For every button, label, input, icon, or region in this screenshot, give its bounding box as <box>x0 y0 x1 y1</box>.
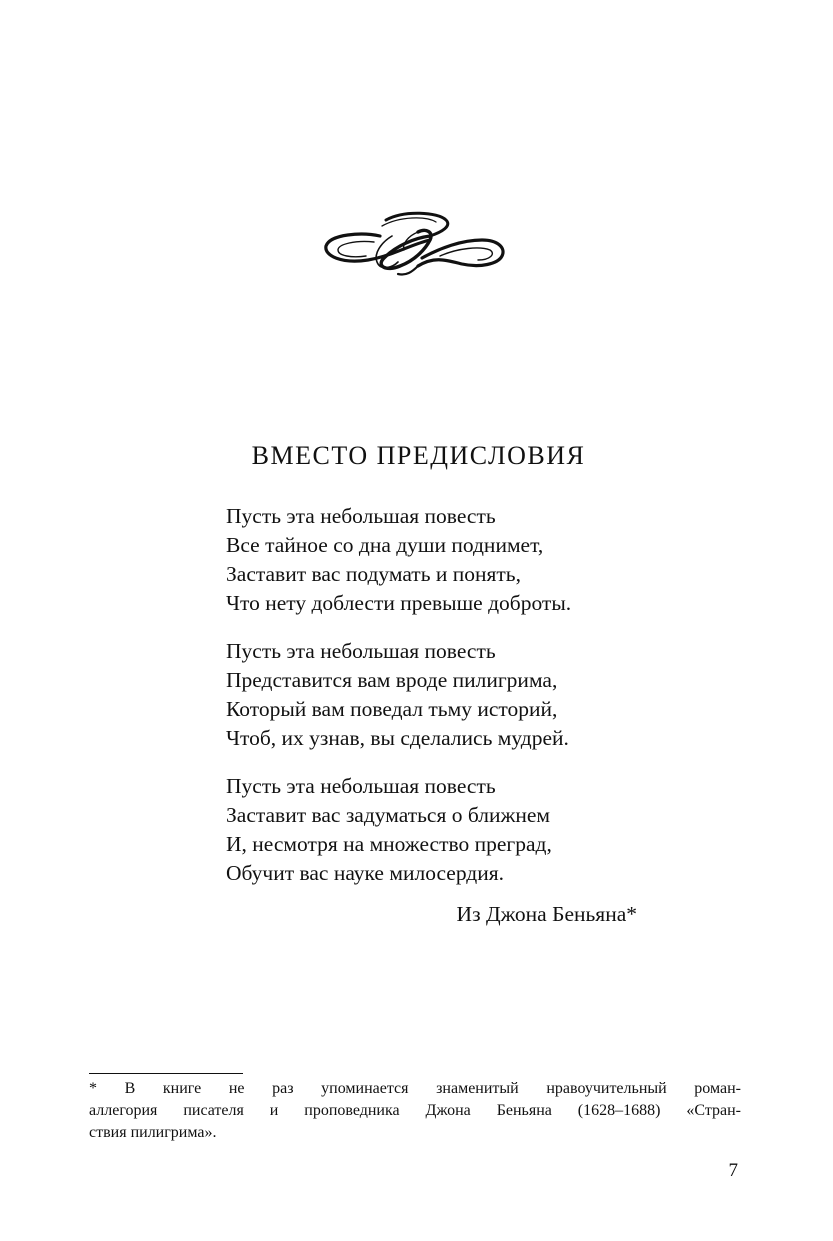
poem-line: Все тайное со дна души поднимет, <box>226 533 544 557</box>
poem-stanza-3 <box>226 772 552 888</box>
poem-line: Чтоб, их узнав, вы сделались мудрей. <box>226 726 569 750</box>
poem-line: Пусть эта небольшая повесть <box>226 504 496 528</box>
poem-line: Пусть эта небольшая повесть <box>226 639 496 663</box>
poem-stanza-2 <box>226 637 569 753</box>
poem-line: Пусть эта небольшая повесть <box>226 774 496 798</box>
footnote <box>89 1078 741 1144</box>
footnote-line: * В книге не раз упоминается знаменитый нравоучительный роман- <box>89 1080 741 1097</box>
poem-line: Обучит вас науке милосердия. <box>226 861 504 885</box>
footnote-line: аллегория писателя и проповедника Джона Беньяна (1628–1688) «Стран- <box>89 1102 741 1119</box>
poem-line: Что нету доблести превыше доброты. <box>226 591 572 615</box>
poem-stanza-1 <box>226 502 571 618</box>
poem-line: Который вам поведал тьму историй, <box>226 697 558 721</box>
poem-line: И, несмотря на множество преград, <box>226 832 552 856</box>
poem-line: Заставит вас подумать и понять, <box>226 562 521 586</box>
flourish-graphic <box>322 206 508 282</box>
poem-attribution: Из Джона Беньяна* <box>456 902 637 926</box>
poem-line: Заставит вас задуматься о ближнем <box>226 803 550 827</box>
section-heading: ВМЕСТО ПРЕДИСЛОВИЯ <box>251 441 586 470</box>
page-number: 7 <box>728 1160 738 1181</box>
decorative-flourish-ornament <box>322 206 508 282</box>
poem-line: Представится вам вроде пилигрима, <box>226 668 558 692</box>
footnote-line: ствия пилигрима». <box>89 1124 217 1141</box>
footnote-divider <box>89 1073 243 1074</box>
